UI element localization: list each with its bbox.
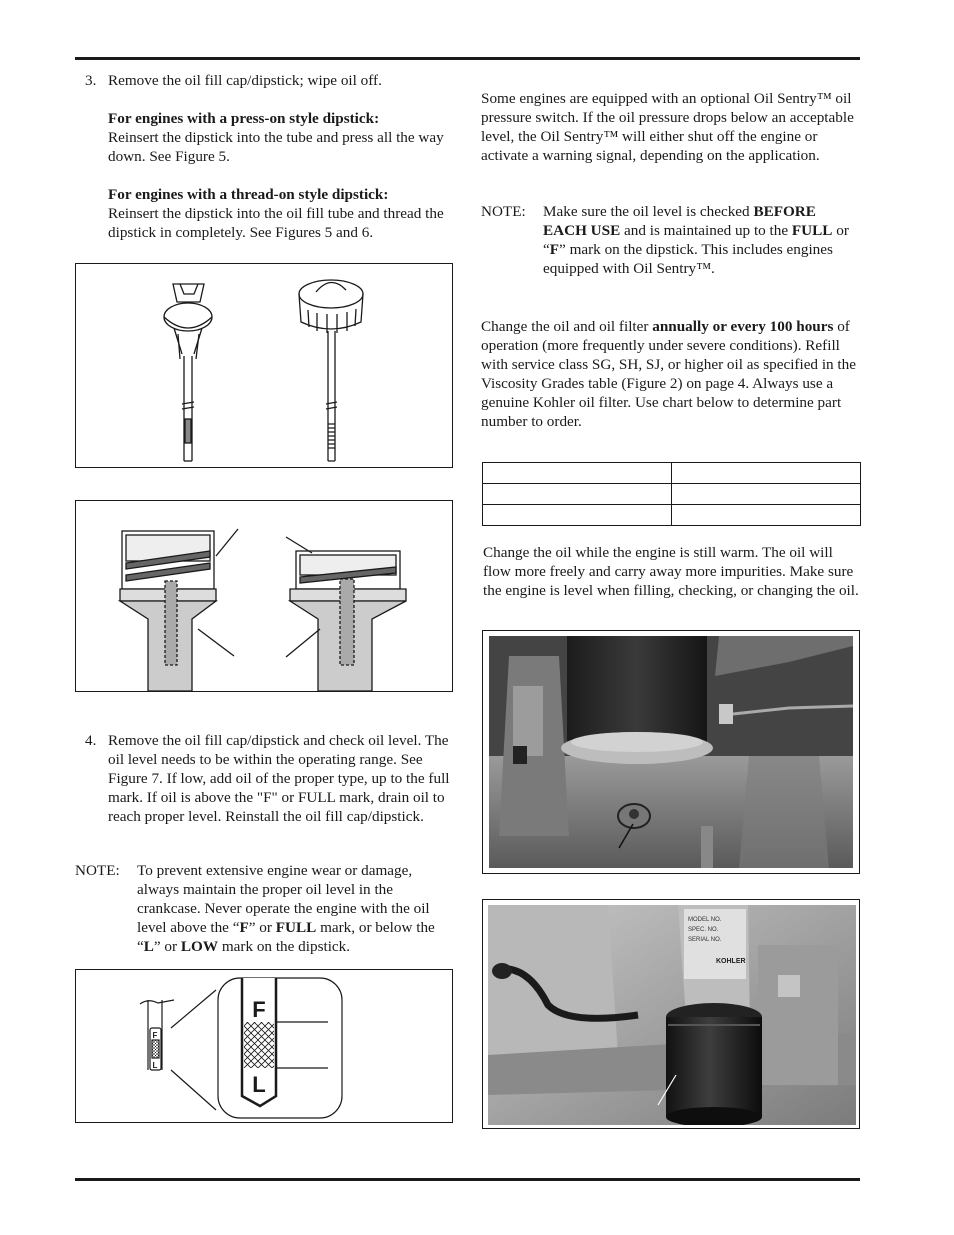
table-row <box>483 505 861 526</box>
step-4-number: 4. <box>85 732 97 749</box>
note-text: ” or <box>153 938 181 955</box>
step-4 <box>75 731 455 826</box>
filter-label-group <box>684 909 746 979</box>
oil-sentry-paragraph <box>481 89 861 165</box>
change-oil-text: of operation (more frequently under severe conditions). Refill with service class SG, SH, SJ, or higher oil as specified in the Viscosity Grades table (Figure 2) on page 4. Always use a genuine Kohler oil filter. Use chart below to determine part number to order. <box>481 318 856 430</box>
serial-no-label: SERIAL NO. <box>688 937 722 943</box>
table-cell <box>483 484 672 505</box>
note-text: and is maintained up to the <box>620 222 792 239</box>
drain-plug-photo <box>489 636 853 868</box>
header-rule <box>75 57 860 60</box>
note-text: To prevent extensive engine wear or damage, always maintain the proper oil level in the crankcase. Never operate the engine with the oil level above the “ <box>137 862 430 936</box>
big-l-mark: L <box>252 1072 266 1097</box>
note-text: Make sure the oil level is checked <box>543 203 754 220</box>
press-on-text: Reinsert the dipstick into the tube and press all the way down. See Figure 5. <box>108 129 444 165</box>
big-f-mark: F <box>252 997 266 1022</box>
f-mark-text: F <box>549 241 560 258</box>
change-oil-paragraph <box>481 317 861 431</box>
figure-5-dipsticks <box>75 263 453 468</box>
note-text: mark on the dipstick. <box>218 938 351 955</box>
warm-oil-text: Change the oil while the engine is still warm. The oil will flow more freely and carry away more impurities. Make sure the engine is level when filling, checking, or changing the oil. <box>483 544 859 599</box>
change-oil-text: Change the oil and oil filter <box>481 318 653 335</box>
note-label: NOTE: <box>481 203 526 220</box>
dipstick-marks-diagram <box>76 970 454 1124</box>
note-before-each-use <box>481 202 861 278</box>
change-interval-text: annually or every 100 hours <box>652 318 834 335</box>
table-row <box>483 463 861 484</box>
table-cell <box>483 505 672 526</box>
model-no-label: MODEL NO. <box>688 917 722 923</box>
note-text: or “ <box>543 222 849 258</box>
table-cell <box>672 463 861 484</box>
footer-rule <box>75 1178 860 1181</box>
note-text: ” or <box>248 919 276 936</box>
oil-sentry-text: Some engines are equipped with an optional Oil Sentry™ oil pressure switch. If the oil pressure drops below an acceptable level, the Oil Sentry™ will either shut off the engine or activate a warning signal, depending on the application. <box>481 90 854 164</box>
note-oil-level <box>75 861 455 956</box>
oil-filter-part-table <box>482 462 861 526</box>
figure-6-thread-detail <box>75 500 453 692</box>
figure-7-oil-level <box>75 969 453 1123</box>
spec-no-label: SPEC. NO. <box>688 927 719 933</box>
small-f-mark: F <box>152 1031 158 1040</box>
step-3-text: Remove the oil fill cap/dipstick; wipe oil off. <box>108 72 382 89</box>
thread-cross-section <box>76 501 454 693</box>
thread-on-text: Reinsert the dipstick into the oil fill tube and thread the dipstick in completely. See Figures 5 and 6. <box>108 205 444 241</box>
small-l-mark: L <box>152 1061 158 1070</box>
f-mark-text: F <box>239 919 249 936</box>
figure-oil-filter-photo <box>482 899 860 1129</box>
table-cell <box>672 505 861 526</box>
dipstick-illustration <box>76 264 454 469</box>
low-mark-text: LOW <box>180 938 219 955</box>
full-mark-text: FULL <box>275 919 317 936</box>
step-3-number: 3. <box>85 72 97 89</box>
kohler-label: KOHLER <box>716 958 746 965</box>
note-label: NOTE: <box>75 862 120 879</box>
thread-on-heading: For engines with a thread-on style dipstick: <box>108 186 389 203</box>
l-mark-text: L <box>143 938 154 955</box>
before-each-use-text: BEFORE EACH USE <box>543 203 816 239</box>
note-text: mark, or below the “ <box>137 919 435 955</box>
warm-oil-paragraph <box>483 543 863 600</box>
table-cell <box>483 463 672 484</box>
step-3 <box>75 71 455 242</box>
figure-drain-plug-photo <box>482 630 860 874</box>
press-on-heading: For engines with a press-on style dipstick: <box>108 110 380 127</box>
note-text: ” mark on the dipstick. This includes engines equipped with Oil Sentry™. <box>543 241 833 277</box>
step-4-text: Remove the oil fill cap/dipstick and check oil level. The oil level needs to be within the operating range. See Figure 7. If low, add oil of the proper type, up to the full mark. If oil is above the "F" or FULL mark, drain oil to reach proper level. Reinstall the oil fill cap/dipstick. <box>108 732 450 825</box>
full-mark-text: FULL <box>791 222 833 239</box>
oil-filter-photo <box>488 905 856 1125</box>
table-row <box>483 484 861 505</box>
table-cell <box>672 484 861 505</box>
